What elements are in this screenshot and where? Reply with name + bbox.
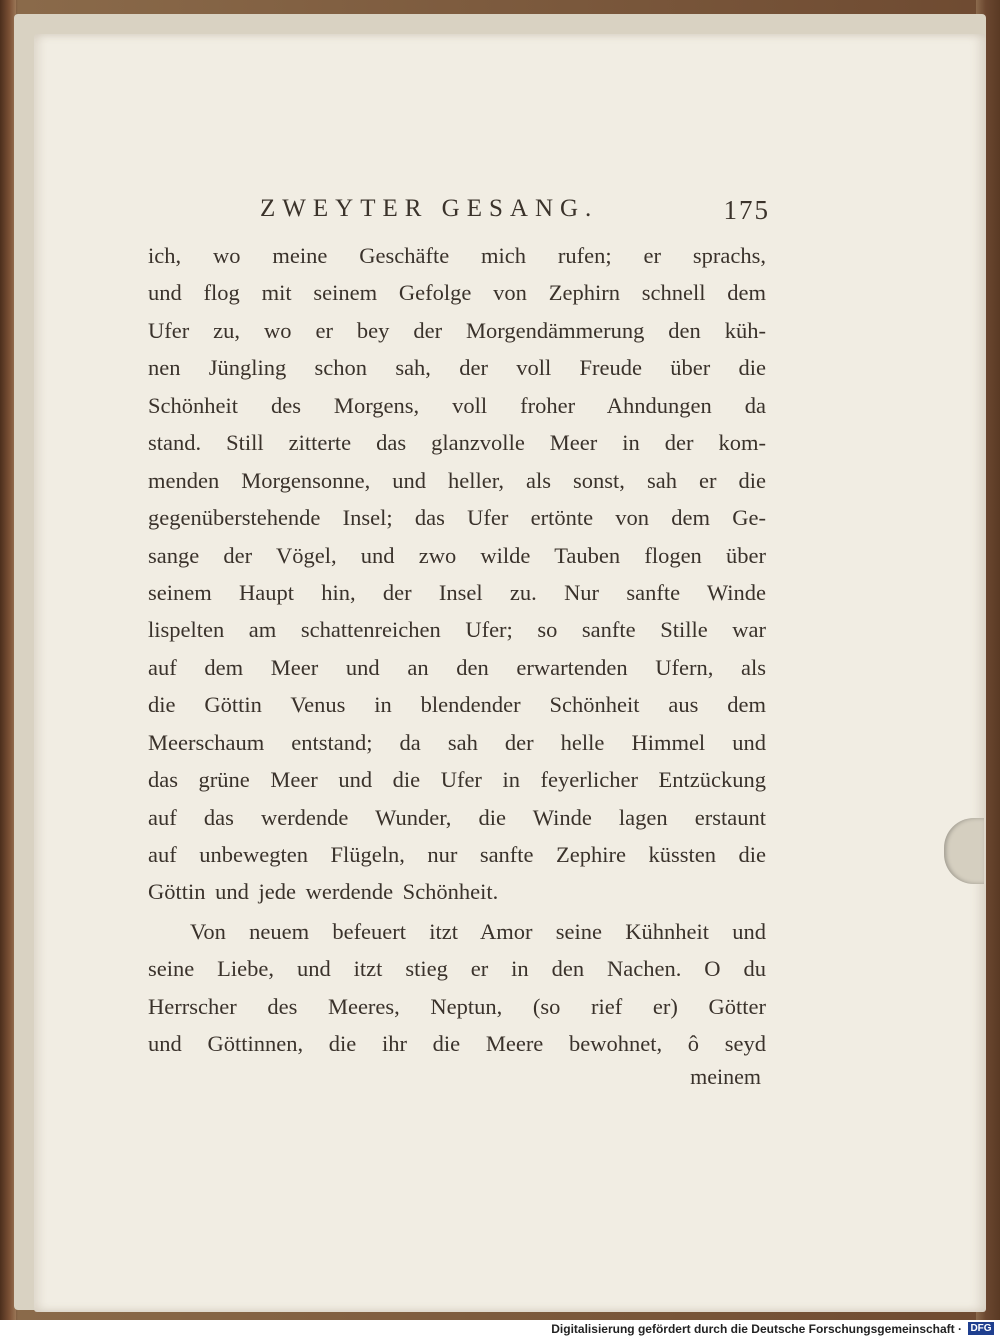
text-line: auf unbewegten Flügeln, nur sanfte Zephire küssten die (148, 842, 766, 867)
page-header (150, 195, 770, 231)
text-line: menden Morgensonne, und heller, als sonst, sah er die (148, 467, 766, 493)
text-line: und Göttinnen, die ihr die Meere bewohnet, ô seyd (148, 1031, 766, 1057)
text-line: sange der Vögel, und zwo wilde Tauben flogen über (148, 542, 766, 568)
text-line: stand. Still zitterte das glanzvolle Meer in der kom- (148, 430, 766, 456)
text-line: seine Liebe, und itzt stieg er in den Nachen. O du (148, 956, 766, 982)
text-line: seinem Haupt hin, der Insel zu. Nur sanfte Winde (148, 579, 766, 605)
text-line: lispelten am schattenreichen Ufer; so sanfte Stille war (148, 617, 766, 643)
funding-credit: Digitalisierung gefördert durch die Deutsche Forschungsgemeinschaft · (551, 1322, 962, 1336)
text-line: die Göttin Venus in blendender Schönheit aus dem (148, 692, 766, 718)
body-text (148, 237, 766, 1063)
text-line: das grüne Meer und die Ufer in feyerlicher Entzückung (148, 767, 766, 793)
catchword: meinem (690, 1064, 761, 1089)
text-line: Schönheit des Morgens, voll froher Ahndungen da (148, 392, 766, 418)
paragraph-end-line: Göttin und jede werdende Schönheit. (148, 879, 499, 905)
text-line: Meerschaum entstand; da sah der helle Himmel und (148, 729, 766, 755)
text-line: auf dem Meer und an den erwartenden Ufern, als (148, 654, 766, 680)
digitization-footer (0, 1320, 1000, 1339)
text-line: Herrscher des Meeres, Neptun, (so rief er) Götter (148, 993, 766, 1019)
text-line: ich, wo meine Geschäfte mich rufen; er sprachs, (148, 243, 766, 268)
text-line: gegenüberstehende Insel; das Ufer ertönte von dem Ge- (148, 505, 766, 531)
text-line: auf das werdende Wunder, die Winde lagen erstaunt (148, 804, 766, 830)
text-line: Ufer zu, wo er bey der Morgendämmerung den küh- (148, 317, 766, 343)
text-line: nen Jüngling schon sah, der voll Freude über die (148, 355, 766, 381)
running-title: ZWEYTER GESANG. (260, 195, 599, 222)
text-line: und flog mit seinem Gefolge von Zephirn schnell dem (148, 280, 766, 306)
page-number: 175 (723, 195, 770, 225)
dfg-logo-icon: DFG (968, 1322, 994, 1335)
paragraph-start-line: Von neuem befeuert itzt Amor seine Kühnheit und (190, 918, 766, 944)
